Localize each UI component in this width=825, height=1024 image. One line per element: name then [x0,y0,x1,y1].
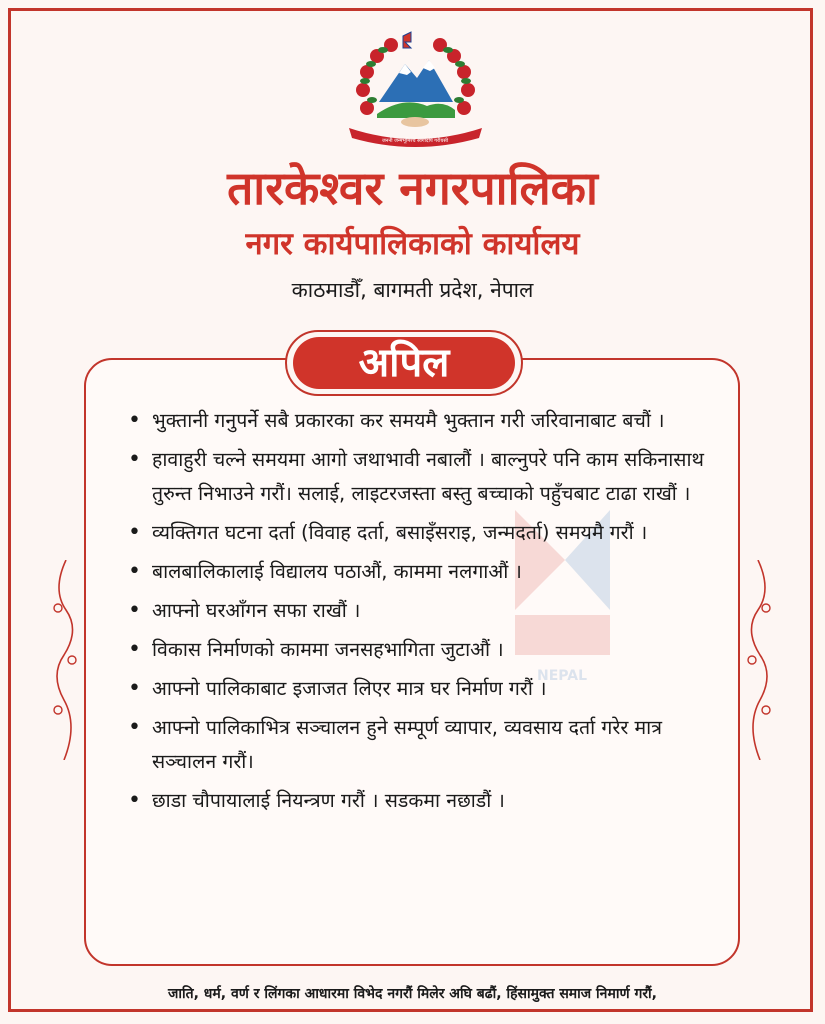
list-item: • आफ्नो घरआँगन सफा राखौं । [120,594,728,628]
municipality-title: तारकेश्वर नगरपालिका [227,161,598,215]
footer-slogan: जाति, धर्म, वर्ण र लिंगका आधारमा विभेद नगरौं मिलेर अघि बढौं, हिंसामुक्त समाज निमार्ण गरौं, [168,986,657,1002]
nepal-emblem [343,30,488,148]
emblem-motto: जननी जन्मभूमिश्च स्वर्गादपि गरीयसी [381,138,449,144]
list-item: • भुक्तानी गनुपर्ने सबै प्रकारका कर समयमै भुक्तान गरी जरिवानाबाट बचौं । [120,404,728,438]
list-item: • आफ्नो पालिकाबाट इजाजत लिएर मात्र घर निर्माण गरौं । [120,672,728,706]
office-subtitle: नगर कार्यपालिकाको कार्यालय [245,226,580,262]
list-item: • हावाहुरी चल्ने समयमा आगो जथाभावी नबालौं । बाल्नुपरे पनि काम सकिनासाथ तुरुन्त निभाउने गरौं। सलाई, लाइटरजस्ता बस्तु बच्चाको पहुँचबाट टाढा राखौं । [120,443,728,511]
right-swirl-ornament [742,560,778,760]
appeal-badge: अपिल [293,337,515,389]
list-item: • व्यक्तिगत घटना दर्ता (विवाह दर्ता, बसाइँसराइ, जन्मदर्ता) समयमै गरौं । [120,516,728,550]
list-item: • विकास निर्माणको काममा जनसहभागिता जुटाऔं । [120,633,728,667]
left-swirl-ornament [46,560,82,760]
list-item: • छाडा चौपायालाई नियन्त्रण गरौं । सडकमा नछाडौं । [120,784,728,818]
list-item: • आफ्नो पालिकाभित्र सञ्चालन हुने सम्पूर्ण व्यापार, व्यवसाय दर्ता गरेर मात्र सञ्चालन गरौं। [120,711,728,779]
address: काठमाडौँ, बागमती प्रदेश, नेपाल [291,278,534,302]
appeal-list [120,404,728,823]
list-item: • बालबालिकालाई विद्यालय पठाऔं, काममा नलगाऔं । [120,555,728,589]
watermark-text: NEPAL [536,668,588,684]
